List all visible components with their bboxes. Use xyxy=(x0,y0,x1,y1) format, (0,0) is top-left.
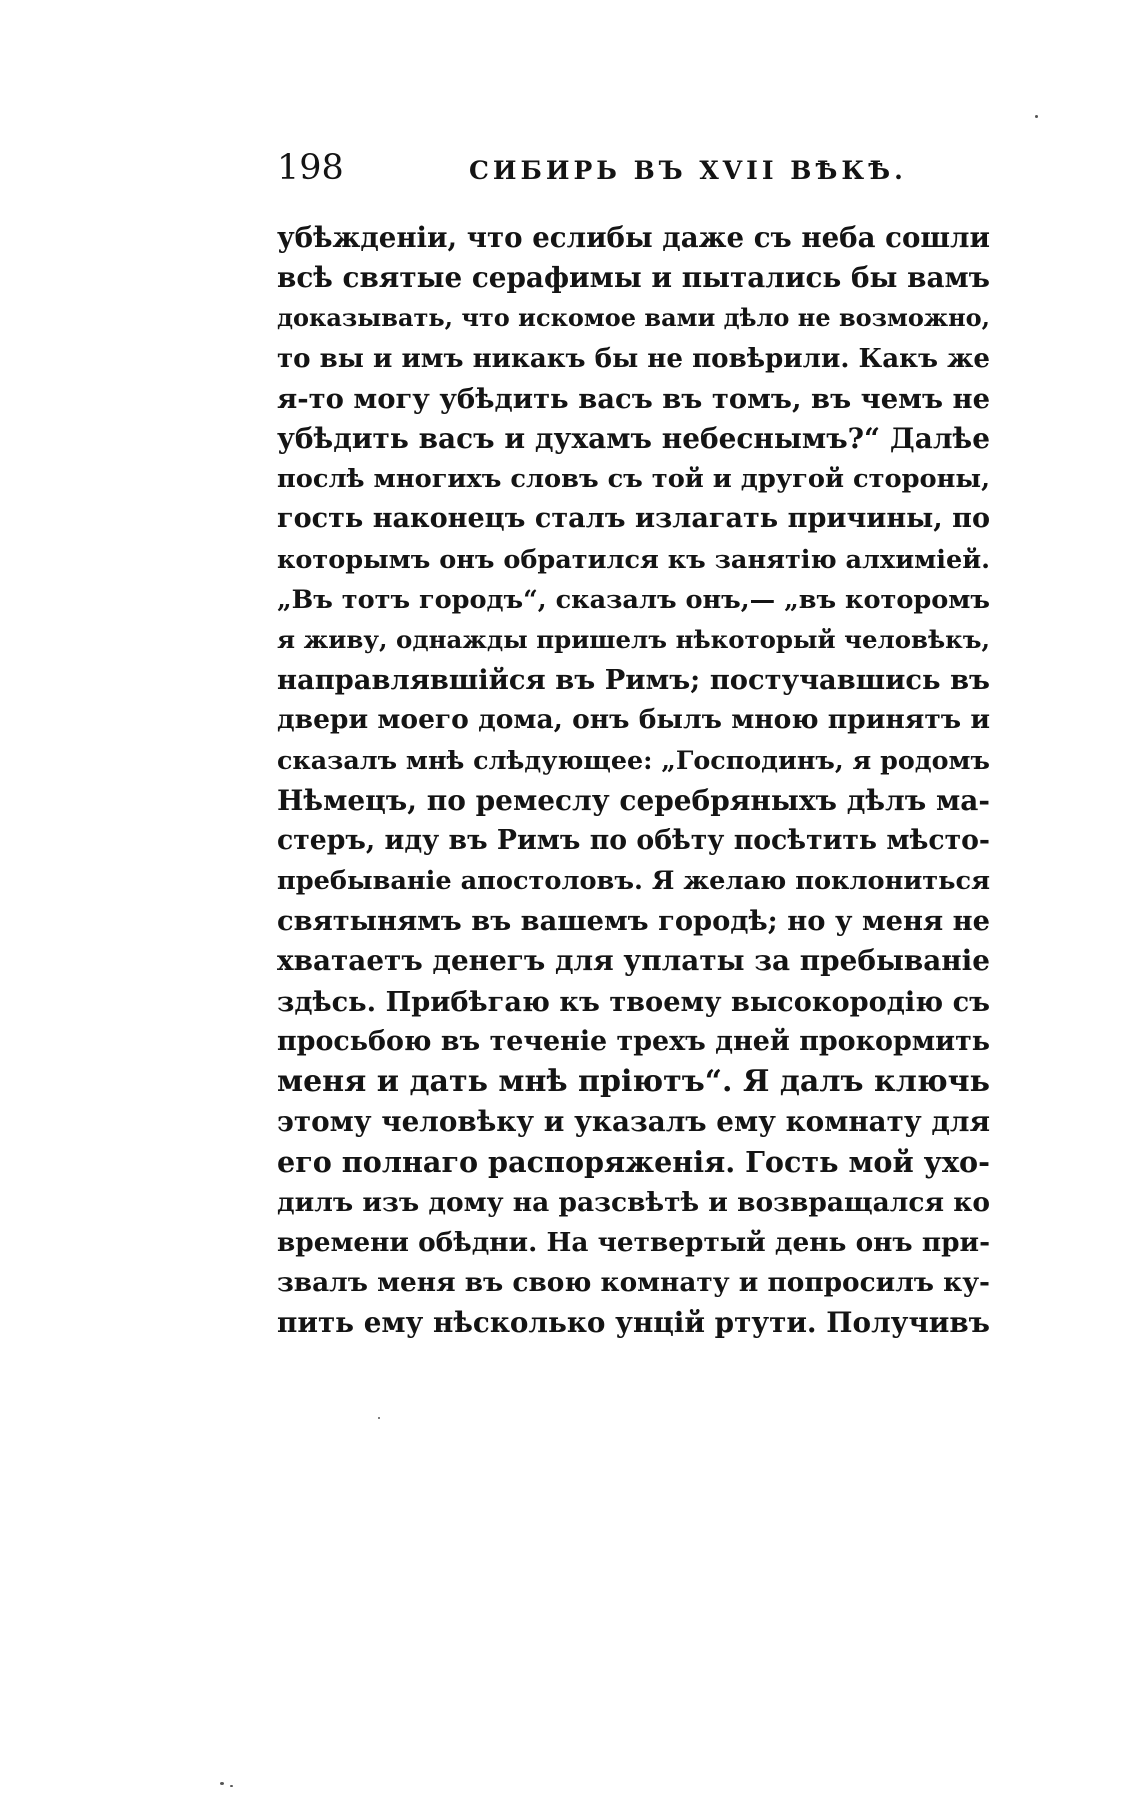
text-line: здѣсь. Прибѣгаю къ твоему высокородію съ xyxy=(277,985,990,1018)
text-line: я-то могу убѣдить васъ въ томъ, въ чемъ не xyxy=(277,382,991,415)
text-line: послѣ многихъ словъ съ той и другой стороны, xyxy=(277,464,990,495)
paper-speck xyxy=(220,1782,224,1785)
text-line: всѣ святые серафимы и пытались бы вамъ xyxy=(277,261,990,295)
text-line: убѣдить васъ и духамъ небеснымъ?“ Далѣе xyxy=(277,421,990,455)
text-line: доказывать, что искомое вами дѣло не возможно, xyxy=(277,303,990,333)
page-number: 198 xyxy=(277,148,344,188)
text-line: гость наконецъ сталъ излагать причины, по xyxy=(277,503,990,535)
text-line: святынямъ въ вашемъ городѣ; но у меня не xyxy=(277,905,990,938)
text-line: пить ему нѣсколько унцій ртути. Получивъ xyxy=(277,1306,990,1340)
text-line: я живу, однажды пришелъ нѣкоторый человѣкъ, xyxy=(277,624,990,654)
text-line: направлявшійся въ Римъ; постучавшись въ xyxy=(277,664,990,697)
text-line: этому человѣку и указалъ ему комнату для xyxy=(277,1105,990,1139)
body-text xyxy=(277,218,990,1343)
text-line: времени обѣдни. На четвертый день онъ при- xyxy=(277,1226,990,1258)
paper-speck xyxy=(378,1417,380,1419)
running-head: СИБИРЬ ВЪ XVII ВѢКѢ. xyxy=(469,156,907,185)
text-line: звалъ меня въ свою комнату и попросилъ ку- xyxy=(277,1266,990,1298)
text-line: двери моего дома, онъ былъ мною принятъ и xyxy=(277,704,990,736)
text-line: просьбою въ теченіе трехъ дней прокормить xyxy=(277,1025,990,1057)
text-line: Нѣмецъ, по ремеслу серебряныхъ дѣлъ ма- xyxy=(277,783,990,817)
paper-speck xyxy=(1035,115,1038,118)
paper-speck xyxy=(230,1785,233,1787)
text-line: убѣжденіи, что еслибы даже съ неба сошли xyxy=(277,221,990,254)
text-line: меня и дать мнѣ пріютъ“. Я далъ ключь xyxy=(277,1063,990,1099)
text-line: дилъ изъ дому на разсвѣтѣ и возвращался ко xyxy=(277,1186,990,1218)
text-line: которымъ онъ обратился къ занятію алхиміей. xyxy=(277,544,990,575)
text-line: „Въ тотъ городъ“, сказалъ онъ,— „въ которомъ xyxy=(277,584,990,615)
text-line: стеръ, иду въ Римъ по обѣту посѣтить мѣсто- xyxy=(277,824,990,856)
text-line: хватаетъ денегъ для уплаты за пребываніе xyxy=(277,944,990,978)
page-header xyxy=(277,148,990,198)
text-line: его полнаго распоряженія. Гость мой ухо- xyxy=(277,1145,990,1180)
text-line: сказалъ мнѣ слѣдующее: „Господинъ, я родомъ xyxy=(277,745,990,776)
text-line: пребываніе апостоловъ. Я желаю поклониться xyxy=(277,866,990,896)
text-line: то вы и имъ никакъ бы не повѣрили. Какъ же xyxy=(277,343,990,374)
